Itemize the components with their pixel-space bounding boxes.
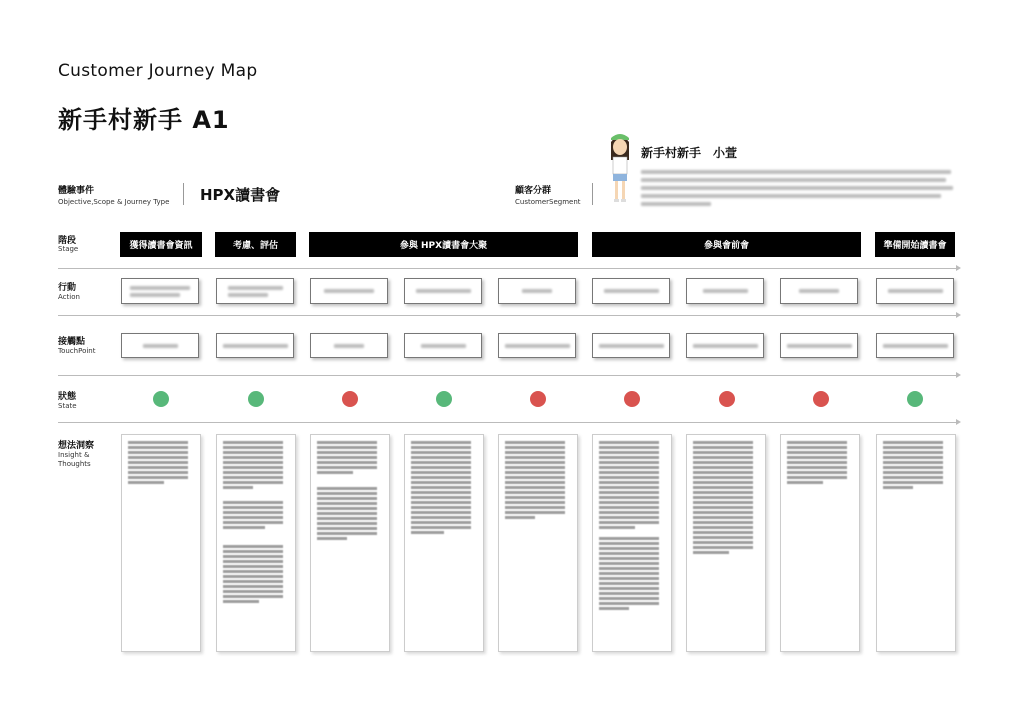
touchpoint-card <box>310 333 388 358</box>
stage-1: 獲得讀書會資訊 <box>120 232 202 257</box>
touchpoint-card <box>592 333 670 358</box>
state-dot-negative <box>624 391 640 407</box>
row-label-touchpoint-en: TouchPoint <box>58 347 96 355</box>
touchpoint-card <box>686 333 764 358</box>
objective-label: 體驗事件 <box>58 186 95 196</box>
arrow-icon <box>956 312 961 318</box>
row-label-insight: 想法洞察 <box>58 441 95 451</box>
insight-card <box>121 434 201 652</box>
state-dot-positive <box>153 391 169 407</box>
state-dot-negative <box>342 391 358 407</box>
insight-card <box>780 434 860 652</box>
state-dot-positive <box>248 391 264 407</box>
insight-card <box>498 434 578 652</box>
action-card <box>876 278 954 304</box>
touchpoint-card <box>216 333 294 358</box>
stage-2: 考慮、評估 <box>215 232 296 257</box>
action-card <box>404 278 482 304</box>
insight-card <box>216 434 296 652</box>
state-dot-positive <box>907 391 923 407</box>
insight-card <box>686 434 766 652</box>
objective-label-en: Objective,Scope & Journey Type <box>58 198 170 206</box>
row-label-action-en: Action <box>58 293 80 301</box>
row-label-action: 行動 <box>58 283 77 293</box>
stage-4: 參與會前會 <box>592 232 861 257</box>
touchpoint-card <box>780 333 858 358</box>
touchpoint-card <box>121 333 199 358</box>
action-card <box>780 278 858 304</box>
action-card <box>121 278 199 304</box>
touchpoint-card <box>498 333 576 358</box>
arrow-icon <box>956 265 961 271</box>
persona-name: 新手村新手 小萱 <box>641 146 738 160</box>
insight-card <box>592 434 672 652</box>
segment-label: 顧客分群 <box>515 186 552 196</box>
row-label-insight-en: Insight & Thoughts <box>58 451 91 468</box>
stage-3: 參與 HPX讀書會大聚 <box>309 232 578 257</box>
state-dot-positive <box>436 391 452 407</box>
divider <box>183 183 184 205</box>
touchpoint-card <box>876 333 954 358</box>
persona-avatar <box>605 130 635 206</box>
document-title: Customer Journey Map <box>58 61 258 81</box>
row-separator <box>58 315 958 316</box>
action-card <box>686 278 764 304</box>
row-label-stage: 階段 <box>58 236 77 246</box>
state-dot-negative <box>530 391 546 407</box>
row-label-touchpoint: 接觸點 <box>58 337 86 347</box>
persona-title: 新手村新手 A1 <box>58 106 230 134</box>
persona-description-blurred <box>641 170 956 206</box>
action-card <box>310 278 388 304</box>
insight-card <box>876 434 956 652</box>
touchpoint-card <box>404 333 482 358</box>
action-card <box>216 278 294 304</box>
row-label-state-en: State <box>58 402 77 410</box>
state-dot-negative <box>813 391 829 407</box>
stage-5: 準備開始讀書會 <box>875 232 955 257</box>
arrow-icon <box>956 372 961 378</box>
state-dot-negative <box>719 391 735 407</box>
objective-value: HPX讀書會 <box>200 186 281 204</box>
row-label-state: 狀態 <box>58 392 77 402</box>
row-separator <box>58 268 958 269</box>
action-card <box>498 278 576 304</box>
row-label-stage-en: Stage <box>58 245 79 253</box>
segment-label-en: CustomerSegment <box>515 198 581 206</box>
insight-card <box>310 434 390 652</box>
action-card <box>592 278 670 304</box>
insight-card <box>404 434 484 652</box>
divider <box>592 183 593 205</box>
row-separator <box>58 422 958 423</box>
row-separator <box>58 375 958 376</box>
arrow-icon <box>956 419 961 425</box>
